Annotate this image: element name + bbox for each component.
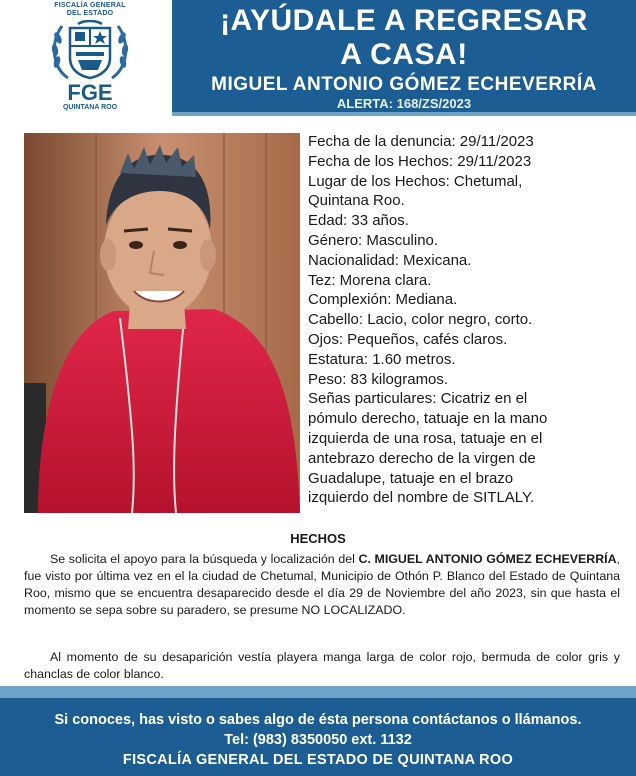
detail-row: izquierda de una rosa, tatuaje en el bbox=[308, 429, 543, 447]
person-photo bbox=[24, 133, 300, 513]
detail-row: Nacionalidad: Mexicana. bbox=[308, 251, 472, 269]
detail-row: Fecha de la denuncia: 29/11/2023 bbox=[308, 133, 534, 150]
detail-row: Guadalupe, tatuaje en el brazo bbox=[308, 469, 514, 487]
headline-line1: ¡AYÚDALE A REGRESAR bbox=[220, 4, 588, 37]
header bbox=[0, 0, 636, 120]
headline-line2: A CASA! bbox=[340, 38, 468, 71]
detail-row: Tez: Morena clara. bbox=[308, 271, 432, 289]
title-banner bbox=[172, 0, 636, 112]
detail-row: Complexión: Mediana. bbox=[308, 291, 458, 309]
hechos-paragraph-1 bbox=[24, 551, 620, 619]
hechos-p1-name: C. MIGUEL ANTONIO GÓMEZ ECHEVERRÍA bbox=[358, 552, 617, 566]
detail-row: Quintana Roo. bbox=[308, 192, 405, 210]
alert-number: ALERTA: 168/ZS/2023 bbox=[336, 96, 472, 111]
missing-person-name: MIGUEL ANTONIO GÓMEZ ECHEVERRÍA bbox=[211, 74, 597, 95]
detail-row: Estatura: 1.60 metros. bbox=[308, 350, 456, 368]
hechos-paragraph-2: Al momento de su desaparición vestía playera manga larga de color rojo, bermuda de color gris y chanclas de color blanco. bbox=[24, 650, 620, 681]
detail-row: antebrazo derecho de la virgen de bbox=[308, 449, 536, 467]
hechos-p1-start: Se solicita el apoyo para la búsqueda y localización del bbox=[50, 552, 359, 566]
fge-logo bbox=[10, 2, 170, 118]
detail-row: Señas particulares: Cicatriz en el bbox=[308, 390, 528, 408]
footer-accent-bar bbox=[0, 686, 636, 698]
detail-row: Fecha de los Hechos: 29/11/2023 bbox=[308, 152, 532, 170]
contact-footer bbox=[0, 698, 636, 776]
detail-row: pómulo derecho, tatuaje en la mano bbox=[308, 410, 548, 428]
detail-row: izquierdo del nombre de SITLALY. bbox=[308, 489, 535, 507]
hechos-p1-rest: , fue visto por última vez en el la ciudad de Chetumal, Municipio de Othón P. Blanco del Estado de Quintana Roo, mismo que se encuentra desaparecido desde el día 29 de Noviembre del año 2023, sin que hasta el momento se sepa sobre su paradero, se presume NO LOCALIZADO. bbox=[24, 552, 620, 617]
detail-row: Lugar de los Hechos: Chetumal, bbox=[308, 172, 523, 190]
logo-agency-line1: FISCALÍA GENERAL bbox=[54, 2, 126, 9]
detail-row: Ojos: Pequeños, cafés claros. bbox=[308, 330, 508, 348]
footer-agency: FISCALÍA GENERAL DEL ESTADO DE QUINTANA ROO bbox=[122, 752, 514, 768]
logo-agency-line2: DEL ESTADO bbox=[66, 10, 114, 17]
logo-state: QUINTANA ROO bbox=[62, 104, 118, 111]
detail-row: Cabello: Lacio, color negro, corto. bbox=[308, 311, 533, 329]
banner-accent-rule bbox=[172, 112, 636, 116]
hechos-title: HECHOS bbox=[290, 531, 346, 546]
coat-of-arms-icon bbox=[48, 20, 132, 82]
footer-phone: Tel: (983) 8350050 ext. 1132 bbox=[224, 732, 412, 748]
portrait-illustration bbox=[24, 133, 300, 513]
detail-row: Edad: 33 años. bbox=[308, 212, 409, 230]
detail-row: Género: Masculino. bbox=[308, 231, 439, 249]
detail-row: Peso: 83 kilogramos. bbox=[308, 370, 449, 388]
logo-acronym: FGE bbox=[67, 80, 113, 105]
person-details bbox=[308, 132, 630, 508]
footer-call-to-action: Si conoces, has visto o sabes algo de ésta persona contáctanos o llámanos. bbox=[54, 712, 582, 728]
